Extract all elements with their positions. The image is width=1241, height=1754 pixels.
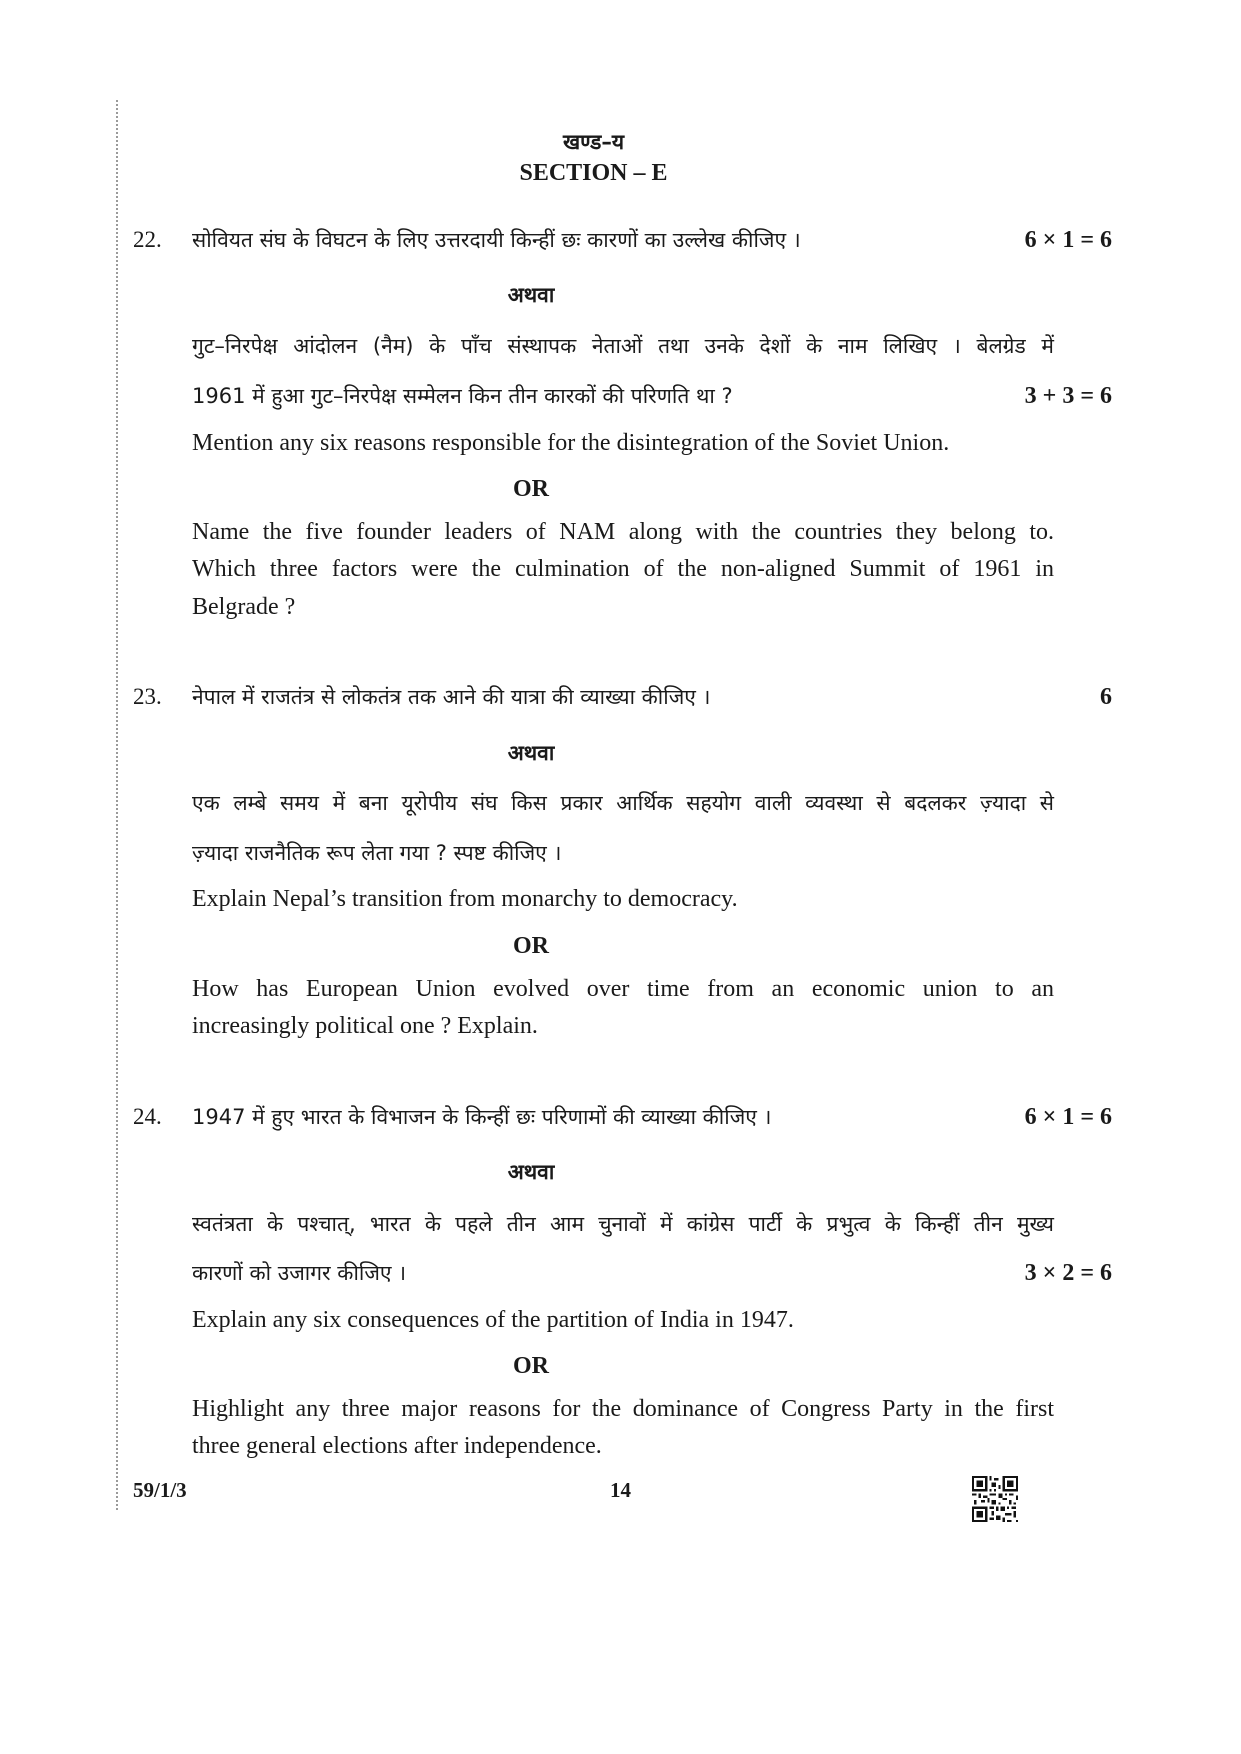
question-24-alt-hindi-line-1: स्वतंत्रता के पश्चात्, भारत के पहले तीन आम चुनावों में कांग्रेस पार्टी के प्रभुत्व के किन्हीं तीन मुख्य <box>192 1212 1054 1236</box>
question-23-english: Explain Nepal’s transition from monarchy to democracy. <box>192 886 738 912</box>
question-24-hindi: 1947 में हुए भारत के विभाजन के किन्हीं छः परिणामों की व्याख्या कीजिए । <box>192 1105 772 1129</box>
question-24-alt-english-line-2: three general elections after independence. <box>192 1433 602 1459</box>
question-22-alt-hindi-line-1: गुट–निरपेक्ष आंदोलन (नैम) के पाँच संस्थापक नेताओं तथा उनके देशों के नाम लिखिए । बेलग्रेड में <box>192 334 1054 358</box>
question-number-23: 23. <box>133 684 162 709</box>
perforation-line <box>116 100 118 1510</box>
question-23-alt-hindi-line-1: एक लम्बे समय में बना यूरोपीय संघ किस प्रकार आर्थिक सहयोग वाली व्यवस्था से बदलकर ज़्यादा से <box>192 791 1054 815</box>
question-22-alt-english-line-2: Which three factors were the culmination of the non-aligned Summit of 1961 in <box>192 556 1054 582</box>
qr-code-icon <box>972 1476 1018 1522</box>
question-24-alt-marks: 3 × 2 = 6 <box>1024 1260 1112 1286</box>
or-english-22: OR <box>513 476 549 502</box>
question-23-alt-english-line-2: increasingly political one ? Explain. <box>192 1013 538 1039</box>
question-23-marks: 6 <box>1100 684 1112 710</box>
question-24-alt-hindi-line-2: कारणों को उजागर कीजिए । <box>192 1261 407 1285</box>
question-22-marks: 6 × 1 = 6 <box>1024 227 1112 253</box>
or-hindi-24: अथवा <box>507 1160 555 1184</box>
or-hindi-22: अथवा <box>507 283 555 307</box>
or-english-23: OR <box>513 933 549 959</box>
section-title-english: SECTION – E <box>519 160 668 186</box>
question-number-24: 24. <box>133 1104 162 1129</box>
question-23-hindi: नेपाल में राजतंत्र से लोकतंत्र तक आने की यात्रा की व्याख्या कीजिए । <box>192 685 711 709</box>
question-22-alt-marks: 3 + 3 = 6 <box>1024 383 1112 409</box>
question-24-marks: 6 × 1 = 6 <box>1024 1104 1112 1130</box>
question-22-hindi: सोवियत संघ के विघटन के लिए उत्तरदायी किन्हीं छः कारणों का उल्लेख कीजिए । <box>192 228 801 252</box>
question-22-alt-hindi-line-2: 1961 में हुआ गुट–निरपेक्ष सम्मेलन किन तीन कारकों की परिणति था ? <box>192 384 733 408</box>
question-23-alt-english-line-1: How has European Union evolved over time from an economic union to an <box>192 976 1054 1002</box>
question-23-alt-hindi-line-2: ज़्यादा राजनैतिक रूप लेता गया ? स्पष्ट कीजिए । <box>192 841 562 865</box>
question-24-english: Explain any six consequences of the partition of India in 1947. <box>192 1307 794 1333</box>
question-22-alt-english-line-1: Name the five founder leaders of NAM along with the countries they belong to. <box>192 519 1054 545</box>
question-number-22: 22. <box>133 227 162 252</box>
or-english-24: OR <box>513 1353 549 1379</box>
question-22-alt-english-line-3: Belgrade ? <box>192 594 296 620</box>
section-title-hindi: खण्ड–य <box>562 130 625 154</box>
question-22-english: Mention any six reasons responsible for the disintegration of the Soviet Union. <box>192 430 950 456</box>
question-24-alt-english-line-1: Highlight any three major reasons for the dominance of Congress Party in the first <box>192 1396 1054 1422</box>
paper-code: 59/1/3 <box>133 1478 187 1502</box>
page-number: 14 <box>610 1478 631 1502</box>
or-hindi-23: अथवा <box>507 741 555 765</box>
